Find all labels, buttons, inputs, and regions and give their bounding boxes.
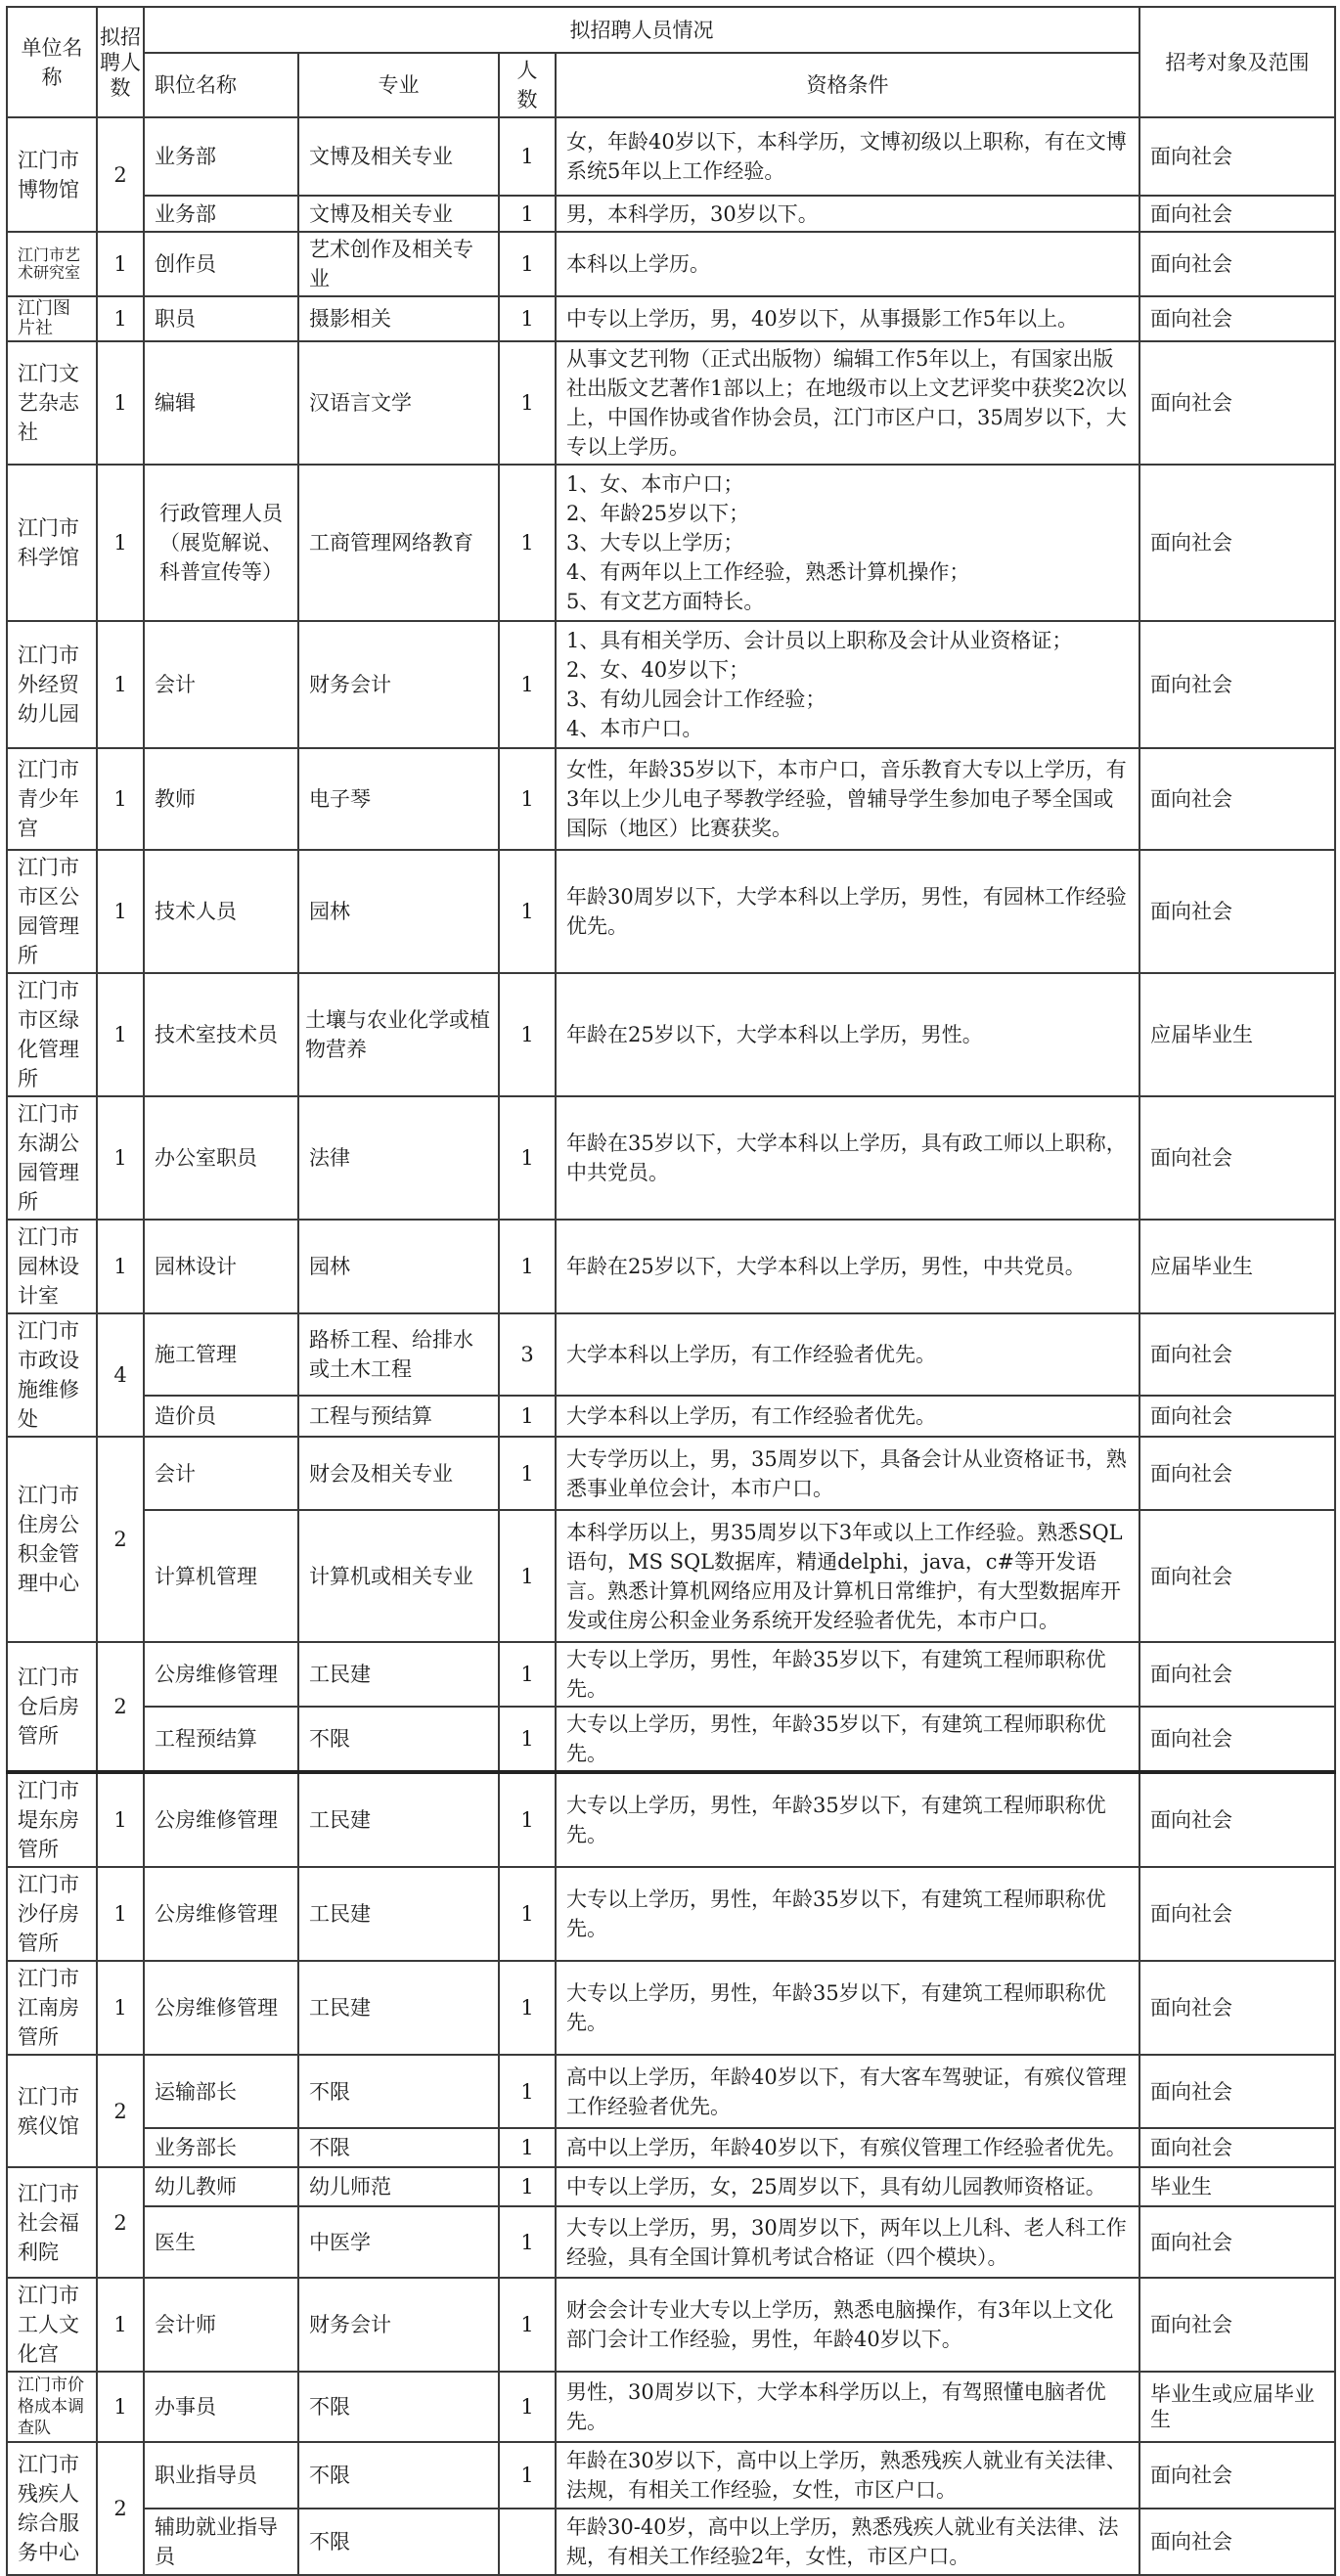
position-count: 1 [499, 232, 556, 296]
position-count: 1 [499, 748, 556, 850]
header-plan-group: 拟招聘人员情况 [144, 7, 1139, 53]
table-row [7, 1437, 1335, 1510]
requirements: 本科学历以上，男35周岁以下3年或以上工作经验。熟悉SQL语句，MS SQL数据库，精通delphi，java，c#等开发语言。熟悉计算机网络应用及计算机日常维护，有大型数据库开发或住房公积金业务系统开发经验者优先，本市户口。 [556, 1510, 1139, 1642]
unit-count: 1 [97, 748, 144, 850]
scope: 面向社会 [1139, 850, 1335, 973]
position-count: 1 [499, 1867, 556, 1961]
major: 不限 [298, 2372, 499, 2442]
position-name: 工程预结算 [144, 1707, 298, 1772]
unit-count: 1 [97, 1220, 144, 1313]
table-row [7, 341, 1335, 465]
unit-count: 1 [97, 2278, 144, 2372]
unit-count: 2 [97, 2055, 144, 2167]
requirements: 大专以上学历，男性，年龄35岁以下，有建筑工程师职称优先。 [556, 1707, 1139, 1772]
unit-name: 江门市堤东房管所 [7, 1772, 97, 1867]
requirements [556, 465, 1139, 621]
recruitment-table [6, 6, 1336, 2576]
position-count: 1 [499, 1707, 556, 1772]
unit-count: 1 [97, 2372, 144, 2442]
major: 文博及相关专业 [298, 196, 499, 232]
position-count: 1 [499, 850, 556, 973]
unit-count: 1 [97, 465, 144, 621]
requirements: 年龄在35岁以下，大学本科以上学历，具有政工师以上职称，中共党员。 [556, 1096, 1139, 1220]
major: 土壤与农业化学或植物营养 [298, 973, 499, 1096]
scope: 面向社会 [1139, 1313, 1335, 1396]
table-row [7, 1707, 1335, 1772]
unit-count: 1 [97, 973, 144, 1096]
position-name: 技术室技术员 [144, 973, 298, 1096]
position-name: 运输部长 [144, 2055, 298, 2128]
requirement-line: 1、女、本市户口； [566, 472, 744, 496]
header-position: 职位名称 [144, 53, 298, 117]
header-requirements: 资格条件 [556, 53, 1139, 117]
requirements: 大学本科以上学历，有工作经验者优先。 [556, 1313, 1139, 1396]
scope: 毕业生 [1139, 2167, 1335, 2206]
scope: 面向社会 [1139, 2128, 1335, 2167]
position-count: 1 [499, 2055, 556, 2128]
scope: 毕业生或应届毕业生 [1139, 2372, 1335, 2442]
position-name: 计算机管理 [144, 1510, 298, 1642]
unit-count: 2 [97, 2442, 144, 2575]
unit-name: 江门市市政设施维修处 [7, 1313, 97, 1437]
scope: 应届毕业生 [1139, 1220, 1335, 1313]
unit-name: 江门市价格成本调查队 [7, 2372, 97, 2442]
table-row [7, 1642, 1335, 1707]
unit-name: 江门市工人文化宫 [7, 2278, 97, 2372]
position-count: 1 [499, 1096, 556, 1220]
major: 路桥工程、给排水或土木工程 [298, 1313, 499, 1396]
table-row [7, 2442, 1335, 2509]
unit-count: 2 [97, 117, 144, 232]
requirements: 从事文艺刊物（正式出版物）编辑工作5年以上，有国家出版社出版文艺著作1部以上；在地级市以上文艺评奖中获奖2次以上，中国作协或省作协会员，江门市区户口，35周岁以下，大专以上学历。 [556, 341, 1139, 465]
requirements: 女性，年龄35岁以下，本市户口，音乐教育大专以上学历，有3年以上少儿电子琴教学经验，曾辅导学生参加电子琴全国或国际（地区）比赛获奖。 [556, 748, 1139, 850]
position-name: 行政管理人员（展览解说、科普宣传等） [144, 465, 298, 621]
position-name: 会计 [144, 1437, 298, 1510]
position-count: 1 [499, 1220, 556, 1313]
position-name: 教师 [144, 748, 298, 850]
scope: 面向社会 [1139, 2206, 1335, 2278]
position-count: 1 [499, 1642, 556, 1707]
requirements: 中专以上学历，男，40岁以下，从事摄影工作5年以上。 [556, 296, 1139, 341]
scope: 面向社会 [1139, 341, 1335, 465]
unit-count: 1 [97, 1867, 144, 1961]
header-hire-count: 拟招聘人数 [97, 7, 144, 117]
scope: 面向社会 [1139, 117, 1335, 196]
requirement-line: 2、年龄25岁以下； [566, 502, 750, 525]
unit-name: 江门市江南房管所 [7, 1961, 97, 2055]
requirements: 大学本科以上学历，有工作经验者优先。 [556, 1396, 1139, 1437]
major: 汉语言文学 [298, 341, 499, 465]
unit-count: 2 [97, 2167, 144, 2278]
major: 文博及相关专业 [298, 117, 499, 196]
unit-count: 1 [97, 296, 144, 341]
position-name: 职业指导员 [144, 2442, 298, 2509]
table-row [7, 973, 1335, 1096]
table-row [7, 2128, 1335, 2167]
unit-count: 2 [97, 1642, 144, 1772]
scope: 面向社会 [1139, 1707, 1335, 1772]
position-name: 公房维修管理 [144, 1961, 298, 2055]
major: 幼儿师范 [298, 2167, 499, 2206]
position-count: 1 [499, 2278, 556, 2372]
unit-count: 1 [97, 850, 144, 973]
position-name: 施工管理 [144, 1313, 298, 1396]
unit-name: 江门市残疾人综合服务中心 [7, 2442, 97, 2575]
requirements: 大专以上学历，男性，年龄35岁以下，有建筑工程师职称优先。 [556, 1961, 1139, 2055]
scope: 面向社会 [1139, 2509, 1335, 2575]
position-count: 1 [499, 1510, 556, 1642]
unit-name: 江门市殡仪馆 [7, 2055, 97, 2167]
table-row [7, 850, 1335, 973]
requirements: 大专以上学历，男性，年龄35岁以下，有建筑工程师职称优先。 [556, 1772, 1139, 1867]
requirements: 男性，30周岁以下，大学本科学历以上，有驾照懂电脑者优先。 [556, 2372, 1139, 2442]
table-row [7, 1096, 1335, 1220]
unit-name: 江门市外经贸幼儿园 [7, 621, 97, 748]
scope: 面向社会 [1139, 748, 1335, 850]
position-count: 1 [499, 2372, 556, 2442]
unit-name: 江门市沙仔房管所 [7, 1867, 97, 1961]
unit-name: 江门市社会福利院 [7, 2167, 97, 2278]
position-name: 辅助就业指导员 [144, 2509, 298, 2575]
position-count: 1 [499, 973, 556, 1096]
scope: 面向社会 [1139, 621, 1335, 748]
requirements: 大专以上学历，男，30周岁以下，两年以上儿科、老人科工作经验，具有全国计算机考试合格证（四个模块）。 [556, 2206, 1139, 2278]
major: 工民建 [298, 1642, 499, 1707]
table-row [7, 1220, 1335, 1313]
table-row [7, 1510, 1335, 1642]
major: 法律 [298, 1096, 499, 1220]
scope: 面向社会 [1139, 1096, 1335, 1220]
position-count: 1 [499, 1772, 556, 1867]
position-name: 公房维修管理 [144, 1867, 298, 1961]
scope: 面向社会 [1139, 2055, 1335, 2128]
requirement-line: 2、女、40岁以下； [566, 658, 750, 682]
major: 财会及相关专业 [298, 1437, 499, 1510]
table-row [7, 117, 1335, 196]
position-name: 公房维修管理 [144, 1642, 298, 1707]
requirements: 财会会计专业大专以上学历，熟悉电脑操作，有3年以上文化部门会计工作经验，男性，年龄40岁以下。 [556, 2278, 1139, 2372]
table-row [7, 296, 1335, 341]
table-row [7, 621, 1335, 748]
major: 工民建 [298, 1961, 499, 2055]
major: 财务会计 [298, 2278, 499, 2372]
scope: 面向社会 [1139, 1396, 1335, 1437]
unit-name: 江门图片社 [7, 296, 97, 341]
unit-name: 江门市市区公园管理所 [7, 850, 97, 973]
major: 工民建 [298, 1867, 499, 1961]
table-row [7, 1396, 1335, 1437]
table-row [7, 196, 1335, 232]
position-count: 1 [499, 117, 556, 196]
requirements: 年龄30-40岁，高中以上学历，熟悉残疾人就业有关法律、法规，有相关工作经验2年，女性，市区户口。 [556, 2509, 1139, 2575]
scope: 面向社会 [1139, 1867, 1335, 1961]
table-row [7, 1772, 1335, 1867]
position-name: 公房维修管理 [144, 1772, 298, 1867]
scope: 面向社会 [1139, 232, 1335, 296]
major: 摄影相关 [298, 296, 499, 341]
scope: 面向社会 [1139, 2278, 1335, 2372]
unit-count: 1 [97, 1961, 144, 2055]
major: 工民建 [298, 1772, 499, 1867]
requirements: 年龄30周岁以下，大学本科以上学历，男性，有园林工作经验优先。 [556, 850, 1139, 973]
requirements: 年龄在25岁以下，大学本科以上学历，男性，中共党员。 [556, 1220, 1139, 1313]
requirements: 女，年龄40岁以下，本科学历，文博初级以上职称，有在文博系统5年以上工作经验。 [556, 117, 1139, 196]
requirements: 高中以上学历，年龄40岁以下，有大客车驾驶证，有殡仪管理工作经验者优先。 [556, 2055, 1139, 2128]
requirement-line: 1、具有相关学历、会计员以上职称及会计从业资格证； [566, 629, 1073, 652]
position-count [499, 2509, 556, 2575]
position-name: 造价员 [144, 1396, 298, 1437]
position-name: 幼儿教师 [144, 2167, 298, 2206]
position-name: 医生 [144, 2206, 298, 2278]
unit-count: 1 [97, 1772, 144, 1867]
scope: 面向社会 [1139, 1772, 1335, 1867]
position-count: 1 [499, 1961, 556, 2055]
unit-name: 江门市科学馆 [7, 465, 97, 621]
major: 中医学 [298, 2206, 499, 2278]
requirements: 年龄在25岁以下，大学本科以上学历，男性。 [556, 973, 1139, 1096]
major: 园林 [298, 850, 499, 973]
unit-name: 江门市博物馆 [7, 117, 97, 232]
position-count: 1 [499, 2128, 556, 2167]
table-row [7, 232, 1335, 296]
major: 计算机或相关专业 [298, 1510, 499, 1642]
table-row [7, 2167, 1335, 2206]
position-count: 1 [499, 341, 556, 465]
requirements: 高中以上学历，年龄40岁以下，有殡仪管理工作经验者优先。 [556, 2128, 1139, 2167]
table-row [7, 2509, 1335, 2575]
position-count: 1 [499, 2206, 556, 2278]
major: 园林 [298, 1220, 499, 1313]
major: 不限 [298, 2055, 499, 2128]
position-count: 1 [499, 465, 556, 621]
unit-name: 江门市仓后房管所 [7, 1642, 97, 1772]
position-name: 会计师 [144, 2278, 298, 2372]
unit-name: 江门市青少年宫 [7, 748, 97, 850]
header-count: 人数 [499, 53, 556, 117]
table-row [7, 748, 1335, 850]
major: 不限 [298, 2442, 499, 2509]
position-name: 办事员 [144, 2372, 298, 2442]
scope: 面向社会 [1139, 465, 1335, 621]
position-name: 业务部长 [144, 2128, 298, 2167]
requirements: 大专以上学历，男性，年龄35岁以下，有建筑工程师职称优先。 [556, 1642, 1139, 1707]
scope: 面向社会 [1139, 196, 1335, 232]
major: 不限 [298, 2509, 499, 2575]
scope: 面向社会 [1139, 1437, 1335, 1510]
position-count: 1 [499, 296, 556, 341]
position-name: 创作员 [144, 232, 298, 296]
position-name: 业务部 [144, 196, 298, 232]
major: 财务会计 [298, 621, 499, 748]
position-name: 技术人员 [144, 850, 298, 973]
unit-count: 1 [97, 621, 144, 748]
table-row [7, 2372, 1335, 2442]
unit-count: 1 [97, 1096, 144, 1220]
header-unit-name: 单位名称 [7, 7, 97, 117]
position-count: 1 [499, 1437, 556, 1510]
table-row [7, 1961, 1335, 2055]
major: 艺术创作及相关专业 [298, 232, 499, 296]
position-name: 职员 [144, 296, 298, 341]
major: 工程与预结算 [298, 1396, 499, 1437]
position-name: 园林设计 [144, 1220, 298, 1313]
table-row [7, 465, 1335, 621]
requirements: 本科以上学历。 [556, 232, 1139, 296]
table-row [7, 2278, 1335, 2372]
unit-count: 1 [97, 232, 144, 296]
requirements: 中专以上学历，女，25周岁以下，具有幼儿园教师资格证。 [556, 2167, 1139, 2206]
scope: 面向社会 [1139, 296, 1335, 341]
position-count: 1 [499, 2442, 556, 2509]
position-name: 会计 [144, 621, 298, 748]
major: 电子琴 [298, 748, 499, 850]
position-count: 1 [499, 1396, 556, 1437]
requirement-line: 5、有文艺方面特长。 [566, 590, 765, 613]
scope: 面向社会 [1139, 2442, 1335, 2509]
requirements: 大专学历以上，男，35周岁以下，具备会计从业资格证书，熟悉事业单位会计，本市户口。 [556, 1437, 1139, 1510]
table-row [7, 2055, 1335, 2128]
unit-name: 江门市市区绿化管理所 [7, 973, 97, 1096]
position-count: 1 [499, 196, 556, 232]
unit-count: 1 [97, 341, 144, 465]
major: 工商管理网络教育 [298, 465, 499, 621]
unit-name: 江门文艺杂志社 [7, 341, 97, 465]
unit-name: 江门市东湖公园管理所 [7, 1096, 97, 1220]
scope: 面向社会 [1139, 1642, 1335, 1707]
position-name: 编辑 [144, 341, 298, 465]
unit-name: 江门市园林设计室 [7, 1220, 97, 1313]
requirements: 年龄在30岁以下，高中以上学历，熟悉残疾人就业有关法律、法规，有相关工作经验，女性，市区户口。 [556, 2442, 1139, 2509]
requirement-line: 3、有幼儿园会计工作经验； [566, 688, 826, 711]
requirement-line: 4、本市户口。 [566, 717, 703, 740]
position-count: 1 [499, 621, 556, 748]
header-scope: 招考对象及范围 [1139, 7, 1335, 117]
major: 不限 [298, 2128, 499, 2167]
position-name: 办公室职员 [144, 1096, 298, 1220]
requirements: 男，本科学历，30岁以下。 [556, 196, 1139, 232]
requirement-line: 3、大专以上学历； [566, 531, 744, 555]
requirements: 大专以上学历，男性，年龄35岁以下，有建筑工程师职称优先。 [556, 1867, 1139, 1961]
position-count: 3 [499, 1313, 556, 1396]
major: 不限 [298, 1707, 499, 1772]
scope: 面向社会 [1139, 1961, 1335, 2055]
scope: 面向社会 [1139, 1510, 1335, 1642]
table-row [7, 1313, 1335, 1396]
table-row [7, 1867, 1335, 1961]
position-count: 1 [499, 2167, 556, 2206]
unit-count: 2 [97, 1437, 144, 1642]
requirements [556, 621, 1139, 748]
requirement-line: 4、有两年以上工作经验，熟悉计算机操作； [566, 560, 970, 584]
unit-name: 江门市住房公积金管理中心 [7, 1437, 97, 1642]
unit-count: 4 [97, 1313, 144, 1437]
position-name: 业务部 [144, 117, 298, 196]
scope: 应届毕业生 [1139, 973, 1335, 1096]
header-major: 专业 [298, 53, 499, 117]
unit-name: 江门市艺术研究室 [7, 232, 97, 296]
table-row [7, 2206, 1335, 2278]
